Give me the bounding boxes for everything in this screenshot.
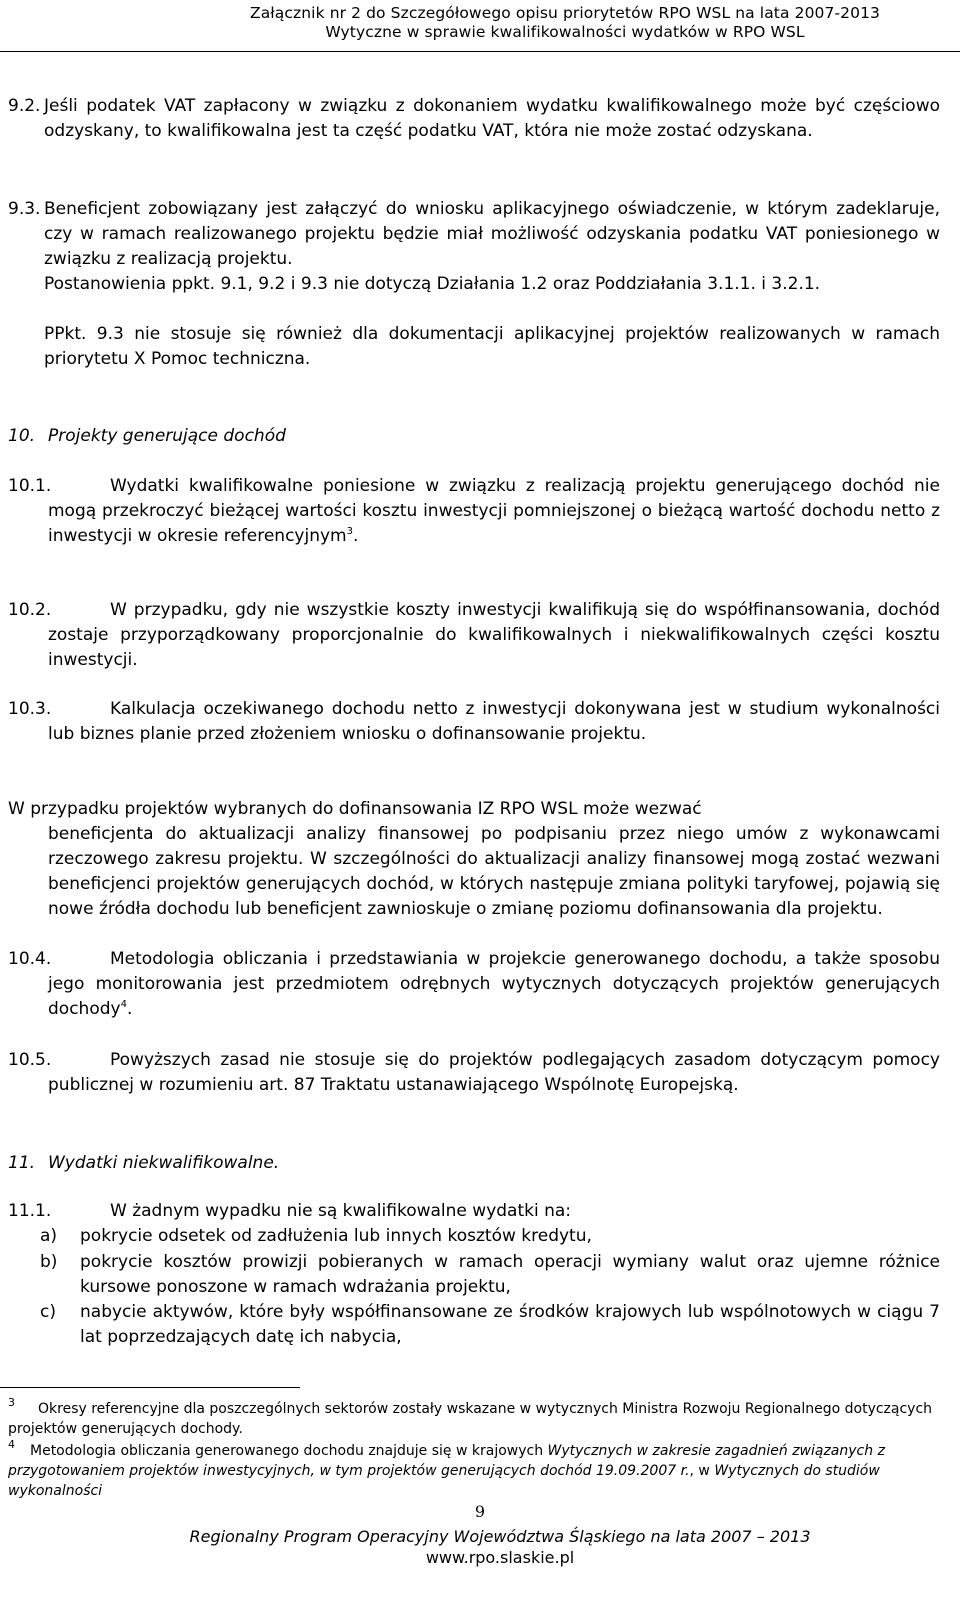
section-11-number: 11. [8,1153,36,1173]
section-10-3-number: 10.3. [8,699,52,719]
section-10-1-end: . [352,526,359,546]
section-10-2-number: 10.2. [8,600,52,620]
section-10-title: Projekty generujące dochód [48,426,286,446]
section-9-3-note-2: PPkt. 9.3 nie stosuje się również dla dokumentacji aplikacyjnej projektów realizowanych w ramach priorytetu X Pomoc techniczna. [44,324,940,369]
footnote-4-part-a: Metodologia obliczania generowanego dochodu znajduje się w krajowych [30,1443,548,1459]
section-9-3-note: Postanowienia ppkt. 9.1, 9.2 i 9.3 nie dotyczą Działania 1.2 oraz Poddziałania 3.1.1. i 3.2.1. [44,274,821,294]
footnote-4-part-d: Wytycznych do studiów wykonalności [8,1463,880,1499]
paragraph-aktualizacja: beneficjenta do aktualizacji analizy finansowej po podpisaniu przez niego umów z wykonawcami rzeczowego zakresu projektu. W szczególności do aktualizacji analizy finansowej mogą zostać wezwani beneficjenci projektów generujących dochód, w których następuje zmiana polityki taryfowej, pojawią się nowe źródła dochodu lub beneficjent zawnioskuje o zmianę poziomu dofinansowania dla projektu. [48,824,940,919]
footnote-4-number: 4 [8,1438,15,1451]
section-11-title: Wydatki niekwalifikowalne. [48,1153,280,1173]
footer-url[interactable]: www.rpo.slaskie.pl [425,1548,575,1567]
section-9-3-text: Beneficjent zobowiązany jest załączyć do wniosku aplikacyjnego oświadczenie, w którym zadeklaruje, czy w ramach realizowanego projektu będzie miał możliwość odzyskania podatku VAT poniesionego w związku z realizacją projektu. [44,199,940,269]
section-10-1-body: Wydatki kwalifikowalne poniesione w związku z realizacją projektu generującego dochód nie mogą przekroczyć bieżącej wartości kosztu inwestycji pomniejszonej o bieżącą wartość dochodu netto z inwestycji w okresie referencyjnym [48,476,940,546]
header-line-2: Wytyczne w sprawie kwalifikowalności wydatków w RPO WSL [325,23,805,41]
footnote-3-text: Okresy referencyjne dla poszczególnych sektorów zostały wskazane w wytycznych Ministra Rozwoju Regionalnego dotyczących projektów generujących dochody. [8,1401,933,1437]
header-divider [0,51,960,52]
section-9-2-number: 9.2. [8,96,41,116]
section-10-1-text [48,474,940,549]
section-11-1-number: 11.1. [8,1201,52,1221]
list-item-c-marker: c) [40,1302,56,1322]
footnote-3-number: 3 [8,1396,15,1409]
footnote-4-part-c: , w [689,1463,715,1479]
section-10-5-text: Powyższych zasad nie stosuje się do projektów podlegających zasadom dotyczącym pomocy publicznej w rozumieniu art. 87 Traktatu ustanawiającego Wspólnotę Europejską. [48,1050,940,1095]
section-10-4-number: 10.4. [8,949,52,969]
section-10-3-text: Kalkulacja oczekiwanego dochodu netto z inwestycji dokonywana jest w studium wykonalności lub biznes planie przed złożeniem wniosku o dofinansowanie projektu. [48,699,940,744]
section-9-2-text: Jeśli podatek VAT zapłacony w związku z dokonaniem wydatku kwalifikowalnego może być częściowo odzyskany, to kwalifikowalna jest ta część podatku VAT, która nie może zostać odzyskana. [44,96,940,141]
section-10-4-text [48,947,940,1022]
footnote-ref-3[interactable]: 3 [346,526,353,537]
list-item-a: pokrycie odsetek od zadłużenia lub innych kosztów kredytu, [80,1226,592,1246]
footnote-4-part-b: Wytycznych w zakresie zagadnień związanych z przygotowaniem projektów inwestycyjnych, w tym projektów generujących dochód 19.09.2007 r. [8,1443,885,1479]
footnote-ref-4[interactable]: 4 [120,999,127,1010]
section-10-2-text: W przypadku, gdy nie wszystkie koszty inwestycji kwalifikują się do współfinansowania, dochód zostaje przyporządkowany proporcjonalnie do kwalifikowalnych i niekwalifikowalnych części kosztu inwestycji. [48,600,940,670]
list-item-c: nabycie aktywów, które były współfinansowane ze środków krajowych lub wspólnotowych w ciągu 7 lat poprzedzających datę ich nabycia, [80,1302,940,1347]
page-number: 9 [474,1502,486,1521]
footer-program: Regionalny Program Operacyjny Województwa Śląskiego na lata 2007 – 2013 [189,1527,811,1546]
section-10-4-end: . [126,999,133,1019]
section-9-3-number: 9.3. [8,199,41,219]
list-item-a-marker: a) [40,1226,58,1246]
section-10-1-number: 10.1. [8,476,52,496]
section-10-5-number: 10.5. [8,1050,52,1070]
section-10-number: 10. [8,426,36,446]
list-item-b-marker: b) [40,1252,58,1272]
list-item-b: pokrycie kosztów prowizji pobieranych w ramach operacji wymiany walut oraz ujemne różnice kursowe ponoszone w ramach wdrażania projektu, [80,1252,940,1297]
header-line-1: Załącznik nr 2 do Szczegółowego opisu priorytetów RPO WSL na lata 2007-2013 [249,4,880,22]
paragraph-aktualizacja-first-line: W przypadku projektów wybranych do dofinansowania IZ RPO WSL może wezwać [8,799,702,819]
footnote-4-text [8,1441,938,1501]
footnote-divider [0,1387,300,1388]
section-10-4-body: Metodologia obliczania i przedstawiania w projekcie generowanego dochodu, a także sposobu jego monitorowania jest przedmiotem odrębnych wytycznych dotyczących projektów generujących dochody [48,949,940,1019]
section-11-1-text: W żadnym wypadku nie są kwalifikowalne wydatki na: [110,1201,572,1221]
